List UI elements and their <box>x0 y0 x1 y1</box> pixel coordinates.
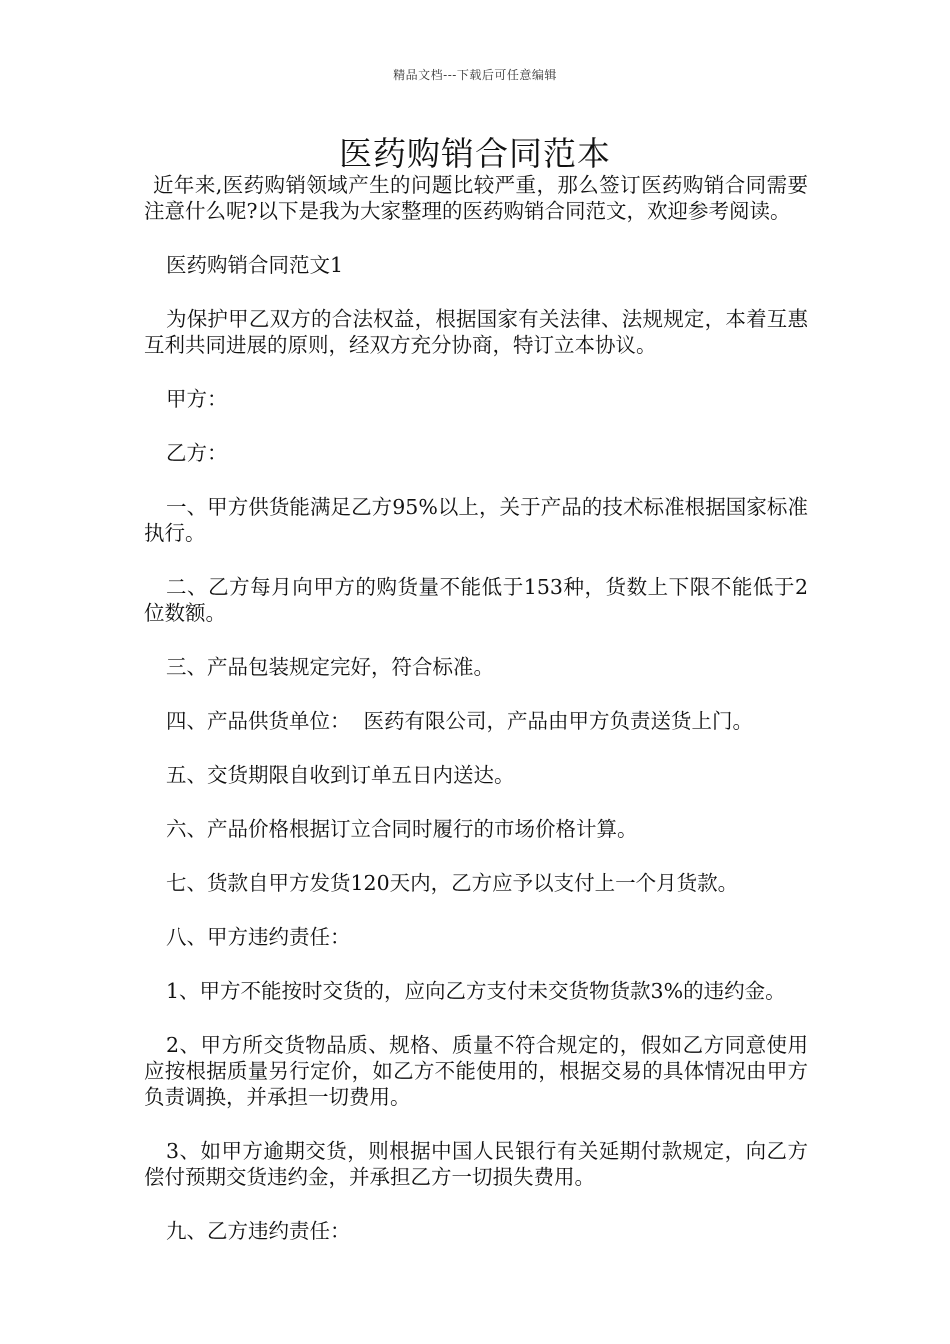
clause-9-heading: 九、乙方违约责任： <box>166 1219 351 1243</box>
header-note: 精品文档---下载后可任意编辑 <box>393 68 557 82</box>
document-body <box>144 172 808 1272</box>
party-b-label: 乙方： <box>166 441 228 465</box>
intro-paragraph: 近年来,医药购销领域产生的问题比较严重，那么签订医药购销合同需要注意什么呢?以下是我为大家整理的医药购销合同范文，欢迎参考阅读。 <box>144 173 808 223</box>
clause-4: 四、产品供货单位： 医药有限公司，产品由甲方负责送货上门。 <box>166 709 754 733</box>
clause-8-item-3: 3、如甲方逾期交货，则根据中国人民银行有关延期付款规定，向乙方偿付预期交货违约金，并承担乙方一切损失费用。 <box>144 1139 808 1189</box>
clause-2: 二、乙方每月向甲方的购货量不能低于153种，货数上下限不能低于2位数额。 <box>144 575 808 625</box>
document-title: 医药购销合同范本 <box>339 134 611 173</box>
clause-1: 一、甲方供货能满足乙方95%以上，关于产品的技术标准根据国家标准执行。 <box>144 495 808 545</box>
clause-8-item-2: 2、甲方所交货物品质、规格、质量不符合规定的，假如乙方同意使用应按根据质量另行定价，如乙方不能使用的，根据交易的具体情况由甲方负责调换，并承担一切费用。 <box>144 1033 808 1109</box>
clause-6: 六、产品价格根据订立合同时履行的市场价格计算。 <box>166 817 638 841</box>
party-a-label: 甲方： <box>166 387 228 411</box>
clause-8-heading: 八、甲方违约责任： <box>166 925 351 949</box>
clause-7: 七、货款自甲方发货120天内，乙方应予以支付上一个月货款。 <box>166 871 739 895</box>
clause-8-item-1: 1、甲方不能按时交货的，应向乙方支付未交货物货款3%的违约金。 <box>166 979 786 1003</box>
clause-5: 五、交货期限自收到订单五日内送达。 <box>166 763 515 787</box>
section-heading: 医药购销合同范文1 <box>166 253 344 277</box>
contract-purpose: 为保护甲乙双方的合法权益，根据国家有关法律、法规规定，本着互惠互利共同进展的原则，经双方充分协商，特订立本协议。 <box>144 307 808 357</box>
clause-3: 三、产品包装规定完好，符合标准。 <box>166 655 494 679</box>
